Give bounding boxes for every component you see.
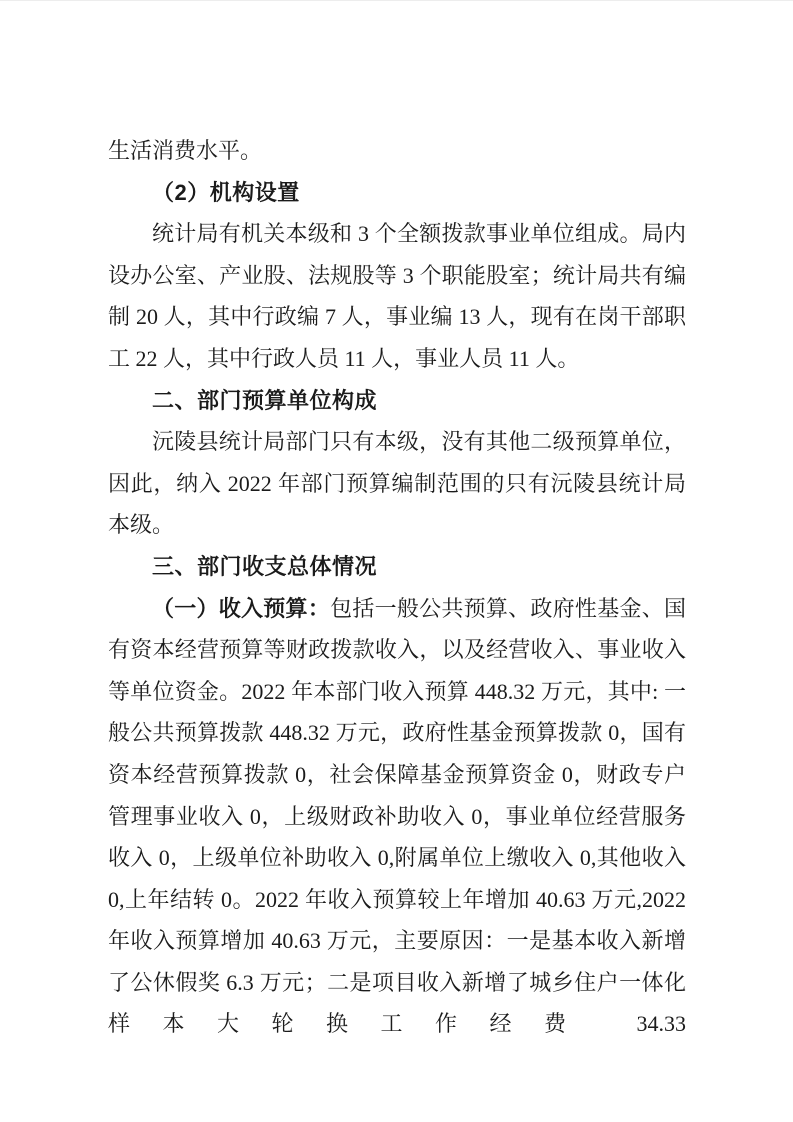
paragraph-text: 生活消费水平。: [108, 138, 263, 163]
heading-text: （2）机构设置: [152, 179, 300, 205]
paragraph-text: 包括一般公共预算、政府性基金、国有资本经营预算等财政拨款收入，以及经营收入、事业收入等单位资金。2022 年本部门收入预算 448.32 万元，其中: 一般公共预算拨款 448.32 万元，政府性基金预算拨款 0，国有资本经营预算拨款 0，社会保障基金预算资金 0，财政专户管理事业收入 0，上级财政补助收入 0，事业单位经营服务收入 0，上级单位补助收入 0,附属单位上缴收入 0,其他收入 0,上年结转 0。2022 年收入预算较上年增加 40.63 万元,2022 年收入预算增加 40.63 万元，主要原因：一是基本收入新增了公休假奖 6.3 万元；二是项目收入新增了城乡住户一体化样本大轮换工作经费 34.33: [108, 595, 686, 1037]
document-content: [108, 130, 686, 1045]
paragraph-text: 统计局有机关本级和 3 个全额拨款事业单位组成。局内设办公室、产业股、法规股等 3 个职能股室；统计局共有编制 20 人，其中行政编 7 人，事业编 13 人，现有在岗干部职工 22 人，其中行政人员 11 人，事业人员 11 人。: [108, 221, 686, 371]
paragraph-text: 沅陵县统计局部门只有本级，没有其他二级预算单位，因此，纳入 2022 年部门预算编制范围的只有沅陵县统计局本级。: [108, 429, 686, 538]
paragraph-living-consumption: [108, 130, 686, 172]
heading-budget-unit-composition: [108, 380, 686, 422]
heading-revenue-expenditure-overview: [108, 546, 686, 588]
heading-text: 二、部门预算单位构成: [152, 387, 378, 413]
heading-organization-setup: [108, 172, 686, 214]
paragraph-lead-label: （一）收入预算：: [152, 595, 331, 621]
paragraph-organization-details: [108, 213, 686, 379]
heading-text: 三、部门收支总体情况: [152, 553, 378, 579]
paragraph-income-budget: [108, 588, 686, 1046]
paragraph-budget-unit-scope: [108, 421, 686, 546]
